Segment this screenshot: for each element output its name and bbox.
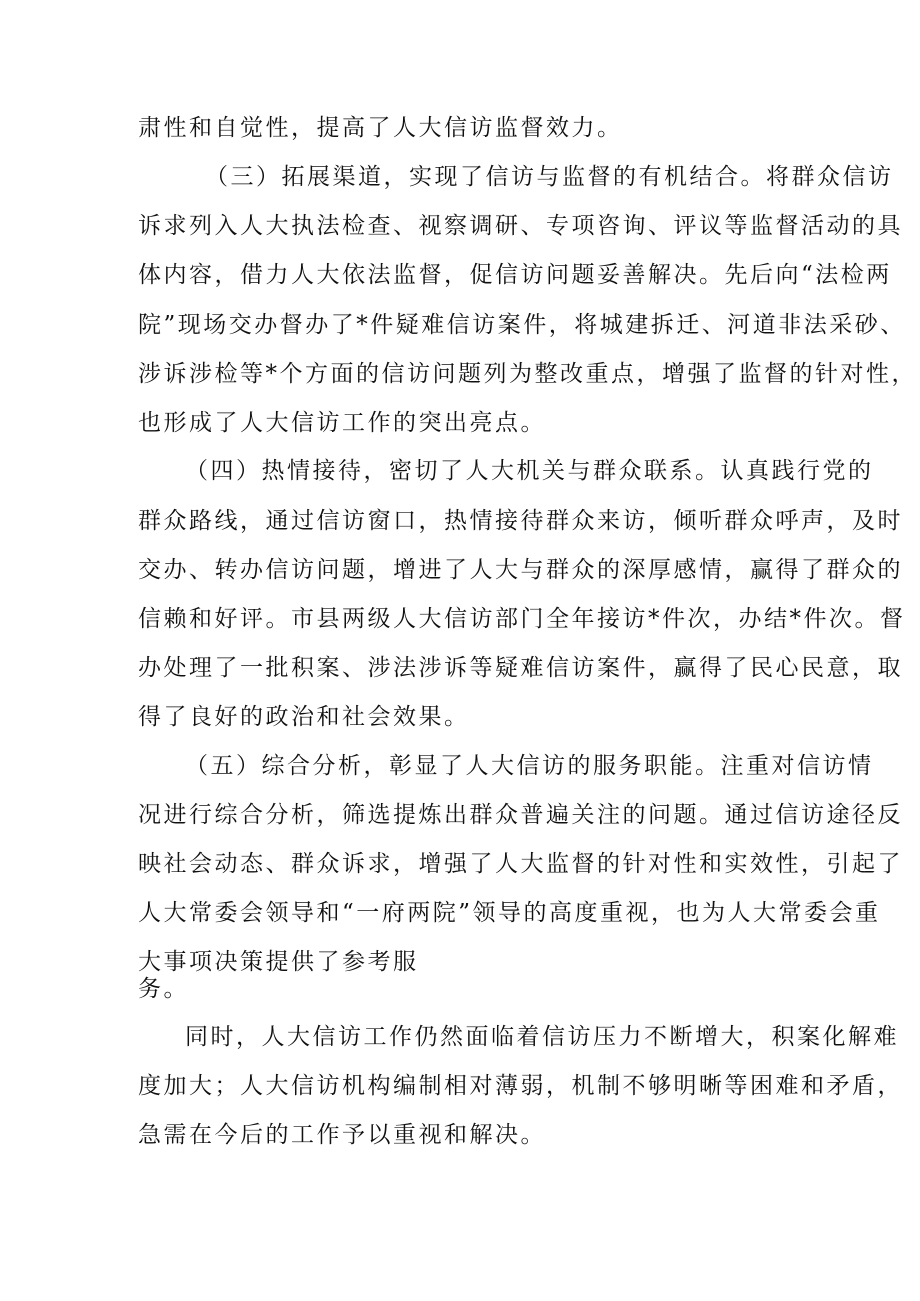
text-line-9: 群众路线，通过信访窗口，热情接待群众来访，倾听群众呼声，及时 [138,508,903,534]
text-line-6: 涉诉涉检等*个方面的信访问题列为整改重点，增强了监督的针对性， [138,361,917,387]
text-line-20: 同时，人大信访工作仍然面临着信访压力不断增大，积案化解难 [185,1024,899,1050]
text-line-16: 映社会动态、群众诉求，增强了人大监督的针对性和实效性，引起了 [138,851,903,877]
text-line-22: 急需在今后的工作予以重视和解决。 [138,1122,546,1148]
text-line-7: 也形成了人大信访工作的突出亮点。 [138,410,546,436]
text-line-14: （五）综合分析，彰显了人大信访的服务职能。注重对信访情 [185,753,874,779]
text-line-21: 度加大；人大信访机构编制相对薄弱，机制不够明晰等困难和矛盾， [138,1073,903,1099]
text-line-12: 办处理了一批积案、涉法涉诉等疑难信访案件，赢得了民心民意，取 [138,655,903,681]
text-line-13: 得了良好的政治和社会效果。 [138,704,470,730]
text-line-5: 院”现场交办督办了*件疑难信访案件，将城建拆迁、河道非法采砂、 [138,312,906,338]
text-line-11: 信赖和好评。市县两级人大信访部门全年接访*件次，办结*件次。督 [138,606,906,632]
text-line-10: 交办、转办信访问题，增进了人大与群众的深厚感情，赢得了群众的 [138,557,903,583]
text-line-1: 肃性和自觉性，提高了人大信访监督效力。 [138,115,623,141]
text-line-15: 况进行综合分析，筛选提炼出群众普遍关注的问题。通过信访途径反 [138,802,903,828]
text-line-4: 体内容，借力人大依法监督，促信访问题妥善解决。先后向“法检两 [138,262,892,288]
text-line-19: 务。 [138,976,189,1002]
text-line-17: 人大常委会领导和“一府两院”领导的高度重视，也为人大常委会重 [138,900,881,926]
text-line-18: 大事项决策提供了参考服 [138,949,419,975]
text-line-3: 诉求列入人大执法检查、视察调研、专项咨询、评议等监督活动的具 [138,213,903,239]
text-line-8: （四）热情接待，密切了人大机关与群众联系。认真践行党的 [185,458,874,484]
text-line-2: （三）拓展渠道，实现了信访与监督的有机结合。将群众信访 [205,164,894,190]
